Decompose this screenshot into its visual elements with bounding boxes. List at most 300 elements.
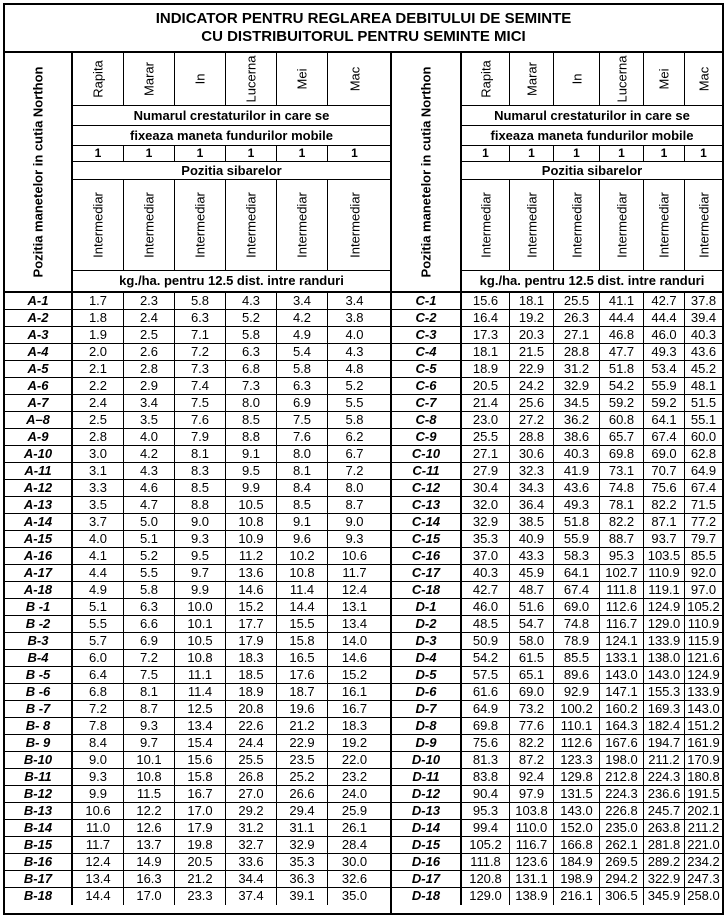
seed-rate-value: 4.0	[124, 429, 175, 445]
seed-rate-value: 49.3	[644, 344, 685, 360]
seed-rate-value: 11.7	[73, 837, 124, 853]
seed-rate-value: 115.9	[687, 633, 720, 648]
seed-rate-value: 294.2	[600, 871, 644, 887]
seed-rate-value: 58.3	[554, 548, 600, 564]
seed-rate-value: 24.2	[510, 378, 554, 394]
table-row	[392, 310, 722, 327]
seed-rate-value: 73.1	[600, 463, 644, 479]
header-cell	[554, 53, 600, 105]
lever-position: A–8	[5, 412, 73, 428]
seed-rate-value: 30.6	[510, 446, 554, 462]
seed-rate-value: 42.7	[644, 293, 685, 309]
seed-rate-value: 5.7	[73, 633, 124, 649]
seed-rate-value: 13.4	[73, 871, 124, 887]
seed-rate-value: 10.6	[341, 548, 368, 563]
seed-rate-value: 143.0	[687, 701, 720, 716]
right-table	[392, 53, 722, 913]
notch-count-2: 1	[175, 146, 226, 161]
notches-label-line-2: fixeaza maneta fundurilor mobile	[490, 128, 694, 144]
seed-rate-value: 18.1	[510, 293, 554, 309]
seed-rate-value: 9.5	[226, 463, 277, 479]
seed-rate-value: 5.5	[124, 565, 175, 581]
seed-rate-value: 85.5	[554, 650, 600, 666]
header-cell	[124, 180, 175, 270]
table-row	[392, 429, 722, 446]
sieve-position-2: Intermediar	[569, 192, 584, 259]
seed-rate-value: 28.8	[510, 429, 554, 445]
seed-rate-value: 164.3	[600, 718, 644, 734]
notch-count-5: 1	[351, 146, 358, 161]
table-row	[5, 429, 390, 446]
table-row	[392, 412, 722, 429]
seed-rate-value: 95.3	[600, 548, 644, 564]
table-row	[5, 395, 390, 412]
seed-rate-value: 19.8	[175, 837, 226, 853]
seed-rate-value: 15.5	[277, 616, 328, 632]
seed-rate-value: 8.5	[277, 497, 328, 513]
header-cell	[328, 53, 381, 105]
seed-rate-value: 16.7	[341, 701, 368, 716]
table-row	[5, 310, 390, 327]
header-row-crops	[462, 53, 722, 106]
seed-rate-value: 191.5	[687, 786, 720, 801]
seed-rate-value: 138.0	[644, 650, 685, 666]
lever-position: D-18	[392, 888, 462, 905]
table-row	[392, 667, 722, 684]
seed-rate-value: 147.1	[600, 684, 644, 700]
seed-rate-value: 10.6	[73, 803, 124, 819]
seed-rate-value: 143.0	[644, 667, 685, 683]
seed-rate-value: 121.6	[687, 650, 720, 665]
seed-rate-value: 10.5	[175, 633, 226, 649]
seed-rate-value: 124.9	[644, 599, 685, 615]
lever-position: B -2	[5, 616, 73, 632]
header-cell	[510, 180, 554, 270]
table-row	[392, 327, 722, 344]
seed-rate-value: 4.1	[73, 548, 124, 564]
seed-rate-value: 211.2	[644, 752, 685, 768]
table-row	[392, 463, 722, 480]
seed-rate-value: 170.9	[687, 752, 720, 767]
seed-rate-value: 43.6	[690, 344, 717, 359]
seed-rate-value: 13.4	[341, 616, 368, 631]
seed-rate-value: 73.2	[510, 701, 554, 717]
seed-rate-value: 6.2	[345, 429, 364, 444]
seed-rate-value: 4.3	[124, 463, 175, 479]
crop-name-3: Lucerna	[243, 55, 259, 103]
header-cell	[462, 53, 510, 105]
notch-count-0: 1	[462, 146, 510, 161]
lever-position: D-17	[392, 871, 462, 887]
seed-rate-value: 6.0	[73, 650, 124, 666]
seed-rate-value: 29.2	[226, 803, 277, 819]
seed-rate-value: 21.2	[175, 871, 226, 887]
seed-rate-value: 60.0	[690, 429, 717, 444]
seed-rate-value: 2.2	[73, 378, 124, 394]
table-row	[5, 769, 390, 786]
header-cell	[73, 53, 124, 105]
seed-rate-value: 110.1	[554, 718, 600, 734]
seed-rate-value: 27.0	[226, 786, 277, 802]
seed-rate-value: 15.6	[462, 293, 510, 309]
seed-rate-value: 12.4	[73, 854, 124, 870]
seed-rate-value: 16.4	[462, 310, 510, 326]
lever-position: C-3	[392, 327, 462, 343]
seed-rate-value: 18.1	[462, 344, 510, 360]
seed-rate-value: 9.9	[226, 480, 277, 496]
seed-rate-value: 17.9	[175, 820, 226, 836]
seed-rate-value: 5.5	[73, 616, 124, 632]
sieve-position-1: Intermediar	[141, 192, 157, 259]
seed-rate-value: 143.0	[554, 803, 600, 819]
seed-rate-value: 8.7	[124, 701, 175, 717]
lever-position: B- 8	[5, 718, 73, 734]
seed-rate-value: 10.9	[226, 531, 277, 547]
seed-rate-value: 124.1	[600, 633, 644, 649]
seed-rate-value: 16.3	[124, 871, 175, 887]
header-row-span	[73, 106, 390, 126]
crop-name-0: Rapita	[478, 60, 493, 98]
sieve-position-label: Pozitia sibarelor	[181, 163, 282, 179]
seed-rate-value: 49.3	[554, 497, 600, 513]
table-header	[392, 53, 722, 293]
table-row	[392, 616, 722, 633]
seed-rate-value: 37.4	[226, 888, 277, 905]
seed-rate-value: 53.4	[644, 361, 685, 377]
header-row-span	[462, 106, 722, 126]
lever-position: B -6	[5, 684, 73, 700]
seed-rate-value: 247.3	[687, 871, 720, 886]
seed-rate-value: 234.2	[687, 854, 720, 869]
seed-rate-value: 9.7	[124, 735, 175, 751]
lever-position: A-4	[5, 344, 73, 360]
seed-rate-value: 105.2	[687, 599, 720, 614]
seed-rate-value: 5.4	[277, 344, 328, 360]
seed-rate-value: 51.5	[690, 395, 717, 410]
seed-rate-value: 78.9	[554, 633, 600, 649]
seed-rate-value: 7.4	[175, 378, 226, 394]
sieve-position-2: Intermediar	[192, 192, 208, 259]
lever-position: B-3	[5, 633, 73, 649]
seed-rate-value: 21.4	[462, 395, 510, 411]
seed-rate-value: 2.9	[124, 378, 175, 394]
lever-position: B-17	[5, 871, 73, 887]
axis-label-northon: Pozitia manetelor in cutia Northon	[418, 66, 434, 278]
seed-rate-value: 70.7	[644, 463, 685, 479]
lever-position: C-9	[392, 429, 462, 445]
lever-position: A-10	[5, 446, 73, 462]
lever-position: D-3	[392, 633, 462, 649]
seed-rate-value: 67.4	[554, 582, 600, 598]
axis-cell	[5, 53, 73, 291]
seed-rate-value: 2.6	[124, 344, 175, 360]
seed-rate-value: 198.0	[600, 752, 644, 768]
lever-position: B -1	[5, 599, 73, 615]
seed-rate-value: 1.7	[73, 293, 124, 309]
lever-position: B -5	[5, 667, 73, 683]
seed-rate-value: 2.5	[124, 327, 175, 343]
seed-rate-value: 25.2	[277, 769, 328, 785]
seed-rate-value: 9.3	[124, 718, 175, 734]
seed-rate-value: 74.8	[554, 616, 600, 632]
seed-rate-value: 212.8	[600, 769, 644, 785]
seed-rate-value: 13.1	[341, 599, 368, 614]
table-row	[392, 650, 722, 667]
seed-rate-value: 7.5	[277, 412, 328, 428]
seed-rate-value: 89.6	[554, 667, 600, 683]
lever-position: B-12	[5, 786, 73, 802]
lever-position: A-13	[5, 497, 73, 513]
table-row	[5, 735, 390, 752]
seed-rate-value: 11.2	[226, 548, 277, 564]
seed-rate-value: 31.2	[226, 820, 277, 836]
notch-count-4: 1	[277, 146, 328, 161]
sieve-position-0: Intermediar	[478, 192, 493, 259]
seed-rate-value: 29.4	[277, 803, 328, 819]
seed-rate-value: 31.2	[554, 361, 600, 377]
table-row	[392, 548, 722, 565]
axis-label-northon: Pozitia manetelor in cutia Northon	[30, 66, 46, 278]
seed-rate-value: 4.8	[345, 361, 364, 376]
seed-rate-value: 7.2	[73, 701, 124, 717]
notch-count-4: 1	[644, 146, 685, 161]
table-row	[392, 293, 722, 310]
lever-position: C-12	[392, 480, 462, 496]
table-row	[5, 514, 390, 531]
table-row	[392, 701, 722, 718]
seed-rate-value: 20.8	[226, 701, 277, 717]
lever-position: A-14	[5, 514, 73, 530]
header-grid	[73, 53, 390, 291]
table-row	[392, 735, 722, 752]
seed-rate-value: 184.9	[554, 854, 600, 870]
seed-rate-value: 10.5	[226, 497, 277, 513]
table-row	[392, 854, 722, 871]
seed-rate-value: 65.1	[510, 667, 554, 683]
seed-rate-value: 40.3	[462, 565, 510, 581]
table-row	[5, 888, 390, 905]
crop-name-2: In	[192, 73, 208, 85]
table-row	[5, 327, 390, 344]
seed-rate-value: 97.0	[690, 582, 717, 597]
seed-rate-value: 123.3	[554, 752, 600, 768]
table-row	[5, 582, 390, 599]
seed-rate-value: 14.9	[124, 854, 175, 870]
seed-rate-indicator-sheet	[3, 3, 724, 915]
header-row-span	[73, 162, 390, 180]
seed-rate-value: 64.1	[554, 565, 600, 581]
seed-rate-value: 9.0	[175, 514, 226, 530]
seed-rate-value: 36.2	[554, 412, 600, 428]
seed-rate-value: 226.8	[600, 803, 644, 819]
seed-rate-value: 75.6	[644, 480, 685, 496]
seed-rate-value: 10.8	[175, 650, 226, 666]
table-row	[392, 871, 722, 888]
seed-rate-value: 2.3	[124, 293, 175, 309]
seed-rate-value: 27.1	[554, 327, 600, 343]
seed-rate-value: 131.5	[554, 786, 600, 802]
seed-rate-value: 46.0	[644, 327, 685, 343]
lever-position: D-10	[392, 752, 462, 768]
seed-rate-value: 322.9	[644, 871, 685, 887]
lever-position: C-13	[392, 497, 462, 513]
seed-rate-value: 7.6	[175, 412, 226, 428]
lever-position: C-6	[392, 378, 462, 394]
seed-rate-value: 20.5	[462, 378, 510, 394]
seed-rate-value: 9.3	[73, 769, 124, 785]
lever-position: D-16	[392, 854, 462, 870]
seed-rate-value: 15.4	[175, 735, 226, 751]
seed-rate-value: 65.7	[600, 429, 644, 445]
seed-rate-value: 10.1	[124, 752, 175, 768]
header-row-crops	[73, 53, 390, 106]
seed-rate-value: 11.7	[342, 565, 367, 580]
seed-rate-value: 19.2	[341, 735, 368, 750]
seed-rate-value: 1.9	[73, 327, 124, 343]
seed-rate-value: 116.7	[510, 837, 554, 853]
seed-rate-value: 22.0	[341, 752, 368, 767]
notches-label-line-2: fixeaza maneta fundurilor mobile	[130, 128, 333, 144]
lever-position: C-7	[392, 395, 462, 411]
sieve-position-1: Intermediar	[524, 192, 539, 259]
table-row	[5, 616, 390, 633]
lever-position: C-8	[392, 412, 462, 428]
seed-rate-value: 20.5	[175, 854, 226, 870]
seed-rate-value: 11.4	[277, 582, 328, 598]
axis-cell	[392, 53, 462, 291]
seed-rate-value: 4.6	[124, 480, 175, 496]
seed-rate-value: 48.5	[462, 616, 510, 632]
seed-rate-value: 67.4	[690, 480, 717, 495]
seed-rate-value: 2.8	[124, 361, 175, 377]
seed-rate-value: 13.7	[124, 837, 175, 853]
lever-position: C-14	[392, 514, 462, 530]
lever-position: A-12	[5, 480, 73, 496]
table-row	[5, 497, 390, 514]
seed-rate-value: 85.5	[690, 548, 717, 563]
header-cell	[600, 53, 644, 105]
table-row	[5, 650, 390, 667]
seed-rate-value: 74.8	[600, 480, 644, 496]
table-row	[392, 769, 722, 786]
table-row	[5, 803, 390, 820]
table-row	[392, 344, 722, 361]
seed-rate-value: 7.2	[124, 650, 175, 666]
lever-position: A-7	[5, 395, 73, 411]
seed-rate-value: 69.8	[462, 718, 510, 734]
seed-rate-value: 17.3	[462, 327, 510, 343]
table-row	[5, 667, 390, 684]
lever-position: B-10	[5, 752, 73, 768]
seed-rate-value: 7.6	[277, 429, 328, 445]
seed-rate-value: 289.2	[644, 854, 685, 870]
seed-rate-value: 10.1	[175, 616, 226, 632]
seed-rate-value: 9.9	[175, 582, 226, 598]
seed-rate-value: 7.9	[175, 429, 226, 445]
seed-rate-value: 27.9	[462, 463, 510, 479]
seed-rate-value: 5.1	[124, 531, 175, 547]
table-row	[5, 752, 390, 769]
seed-rate-value: 35.0	[341, 888, 368, 903]
crop-name-1: Marar	[524, 62, 539, 97]
table-row	[392, 837, 722, 854]
header-row-span	[462, 271, 722, 291]
seed-rate-value: 54.2	[600, 378, 644, 394]
seed-rate-value: 58.0	[510, 633, 554, 649]
seed-rate-value: 1.8	[73, 310, 124, 326]
seed-rate-value: 46.0	[462, 599, 510, 615]
seed-rate-value: 6.3	[175, 310, 226, 326]
seed-rate-value: 5.5	[345, 395, 364, 410]
seed-rate-value: 57.5	[462, 667, 510, 683]
header-row-sieve	[462, 180, 722, 271]
seed-rate-value: 78.1	[600, 497, 644, 513]
table-row	[392, 718, 722, 735]
seed-rate-value: 8.0	[345, 480, 364, 495]
seed-rate-value: 3.5	[73, 497, 124, 513]
seed-rate-value: 18.9	[462, 361, 510, 377]
table-row	[5, 548, 390, 565]
seed-rate-value: 14.6	[226, 582, 277, 598]
header-cell	[685, 53, 722, 105]
lever-position: B-18	[5, 888, 73, 905]
lever-position: D-6	[392, 684, 462, 700]
sieve-position-4: Intermediar	[294, 192, 310, 259]
seed-rate-value: 12.4	[341, 582, 368, 597]
seed-rate-value: 44.4	[644, 310, 685, 326]
lever-position: A-1	[5, 293, 73, 309]
seed-rate-value: 2.0	[73, 344, 124, 360]
seed-rate-value: 64.9	[690, 463, 717, 478]
seed-rate-value: 160.2	[600, 701, 644, 717]
seed-rate-value: 198.9	[554, 871, 600, 887]
seed-rate-value: 43.6	[554, 480, 600, 496]
seed-rate-value: 61.5	[510, 650, 554, 666]
seed-rate-value: 27.1	[462, 446, 510, 462]
seed-rate-value: 16.1	[341, 684, 368, 699]
seed-rate-value: 102.7	[600, 565, 644, 581]
crop-name-3: Lucerna	[614, 55, 629, 103]
header-row-span	[73, 126, 390, 146]
seed-rate-value: 4.9	[277, 327, 328, 343]
table-row	[5, 786, 390, 803]
seed-rate-value: 8.5	[226, 412, 277, 428]
seed-rate-value: 12.2	[124, 803, 175, 819]
seed-rate-value: 116.7	[600, 616, 644, 632]
seed-rate-value: 8.7	[345, 497, 364, 512]
lever-position: B- 9	[5, 735, 73, 751]
seed-rate-value: 111.8	[462, 854, 510, 870]
lever-position: C-2	[392, 310, 462, 326]
table-row	[392, 531, 722, 548]
seed-rate-value: 5.1	[73, 599, 124, 615]
table-row	[5, 565, 390, 582]
seed-rate-value: 90.4	[462, 786, 510, 802]
table-row	[392, 599, 722, 616]
seed-rate-value: 133.9	[687, 684, 720, 699]
seed-rate-value: 2.8	[73, 429, 124, 445]
seed-rate-value: 17.7	[226, 616, 277, 632]
lever-position: A-15	[5, 531, 73, 547]
lever-position: D-7	[392, 701, 462, 717]
table-row	[392, 820, 722, 837]
seed-rate-value: 34.4	[226, 871, 277, 887]
seed-rate-value: 269.5	[600, 854, 644, 870]
seed-rate-value: 92.4	[510, 769, 554, 785]
seed-rate-value: 67.4	[644, 429, 685, 445]
seed-rate-value: 112.6	[600, 599, 644, 615]
seed-rate-value: 55.9	[644, 378, 685, 394]
